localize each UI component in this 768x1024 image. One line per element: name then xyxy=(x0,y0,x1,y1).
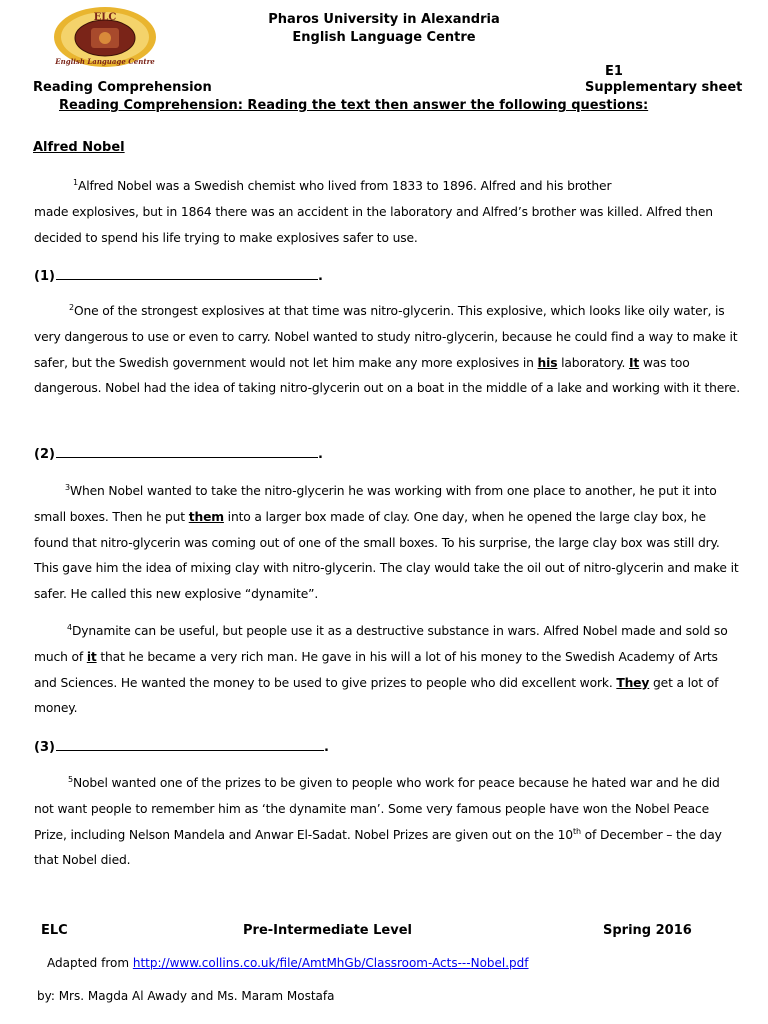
answer-blank-1[interactable] xyxy=(34,267,323,284)
reference-word: it xyxy=(86,649,97,664)
paragraph-number: 4 xyxy=(67,622,72,632)
footer-org: ELC xyxy=(41,923,68,938)
footer-term: Spring 2016 xyxy=(603,923,692,938)
paragraph-text: made explosives, but in 1864 there was an accident in the laboratory and Alfred’s brother was killed. Alfred then decided to spend his life trying to make explosives safer to use. xyxy=(34,204,713,245)
paragraph-1 xyxy=(34,174,742,251)
sheet-code: E1 xyxy=(605,64,623,79)
paragraph-text: was too dangerous. Nobel had the idea of taking nitro-glycerin out on a boat in the middle of a lake and working with it there. xyxy=(34,355,740,396)
blank-label: (2) xyxy=(34,447,55,462)
paragraph-2 xyxy=(34,299,742,402)
reference-word: It xyxy=(628,355,640,370)
blank-end: . xyxy=(323,740,329,755)
reference-word: his xyxy=(537,355,558,370)
paragraph-number: 1 xyxy=(73,177,78,187)
instruction-heading: Reading Comprehension: Reading the text then answer the following questions: xyxy=(59,98,649,113)
centre-name: English Language Centre xyxy=(292,30,476,45)
reference-word: They xyxy=(616,675,650,690)
logo-top-text: ELC xyxy=(93,12,117,23)
source-line xyxy=(47,956,529,970)
paragraph-number: 3 xyxy=(65,482,70,492)
paragraph-text: Alfred Nobel was a Swedish chemist who lived from 1833 to 1896. Alfred and his brother xyxy=(77,179,612,193)
paragraph-5 xyxy=(34,771,742,874)
paragraph-text: laboratory. xyxy=(557,355,629,370)
adapted-prefix: Adapted from xyxy=(47,956,133,970)
source-link[interactable]: http://www.collins.co.uk/file/AmtMhGb/Classroom-Acts---Nobel.pdf xyxy=(132,956,529,970)
blank-line[interactable] xyxy=(56,267,318,280)
blank-end: . xyxy=(317,447,323,462)
subject-label: Reading Comprehension xyxy=(33,80,212,95)
blank-label: (1) xyxy=(34,269,55,284)
ordinal-suffix: th xyxy=(572,826,581,836)
paragraph-text: Dynamite can be useful, but people use it as a destructive substance in wars. Alfred Nobel made and sold so much of xyxy=(34,624,728,664)
blank-line[interactable] xyxy=(56,738,324,751)
paragraph-4 xyxy=(34,619,742,722)
blank-line[interactable] xyxy=(56,445,318,458)
answer-blank-2[interactable] xyxy=(34,445,323,462)
paragraph-number: 2 xyxy=(69,302,74,312)
university-name: Pharos University in Alexandria xyxy=(268,12,500,27)
blank-label: (3) xyxy=(34,740,55,755)
paragraph-text: into a larger box made of clay. One day, when he opened the large clay box, he found that nitro-glycerin was coming out of one of the small boxes. To his surprise, the large clay box was still dry. This gave him the idea of mixing clay with nitro-glycerin. The clay would take the oil out of nitro-glycerin and make it safer. He called this new explosive “dynamite”. xyxy=(34,509,739,602)
paragraph-text: of December – the day that Nobel died. xyxy=(34,827,722,868)
reference-word: them xyxy=(188,509,224,524)
paragraph-text: Nobel wanted one of the prizes to be given to people who work for peace because he hated war and he did not want people to remember him as ‘the dynamite man’. Some very famous people have won the Nobel Peace Prize, including Nelson Mandela and Anwar El-Sadat. Nobel Prizes are given out on the 10 xyxy=(34,776,720,842)
blank-end: . xyxy=(317,269,323,284)
paragraph-text: that he became a very rich man. He gave in his will a lot of his money to the Swedish Academy of Arts and Sciences. He wanted the money to be used to give prizes to people who did excellent work. xyxy=(34,649,718,690)
paragraph-number: 5 xyxy=(68,774,73,784)
logo-ring-text: English Language Centre xyxy=(55,57,155,66)
paragraph-text: One of the strongest explosives at that time was nitro-glycerin. This explosive, which looks like oily water, is very dangerous to use or even to carry. Nobel wanted to study nitro-glycerin, because he could find a way to make it safer, but the Swedish government would not let him make any more explosives in xyxy=(34,304,738,370)
footer-level: Pre-Intermediate Level xyxy=(243,923,412,938)
answer-blank-3[interactable] xyxy=(34,738,329,755)
paragraph-text: get a lot of money. xyxy=(34,675,719,716)
passage-title: Alfred Nobel xyxy=(33,140,125,155)
supplementary-label: Supplementary sheet xyxy=(585,80,743,95)
paragraph-3 xyxy=(34,479,742,608)
authors-line: by: Mrs. Magda Al Awady and Ms. Maram Mostafa xyxy=(37,989,335,1003)
paragraph-text: When Nobel wanted to take the nitro-glycerin he was working with from one place to another, he put it into small boxes. Then he put xyxy=(34,484,717,524)
